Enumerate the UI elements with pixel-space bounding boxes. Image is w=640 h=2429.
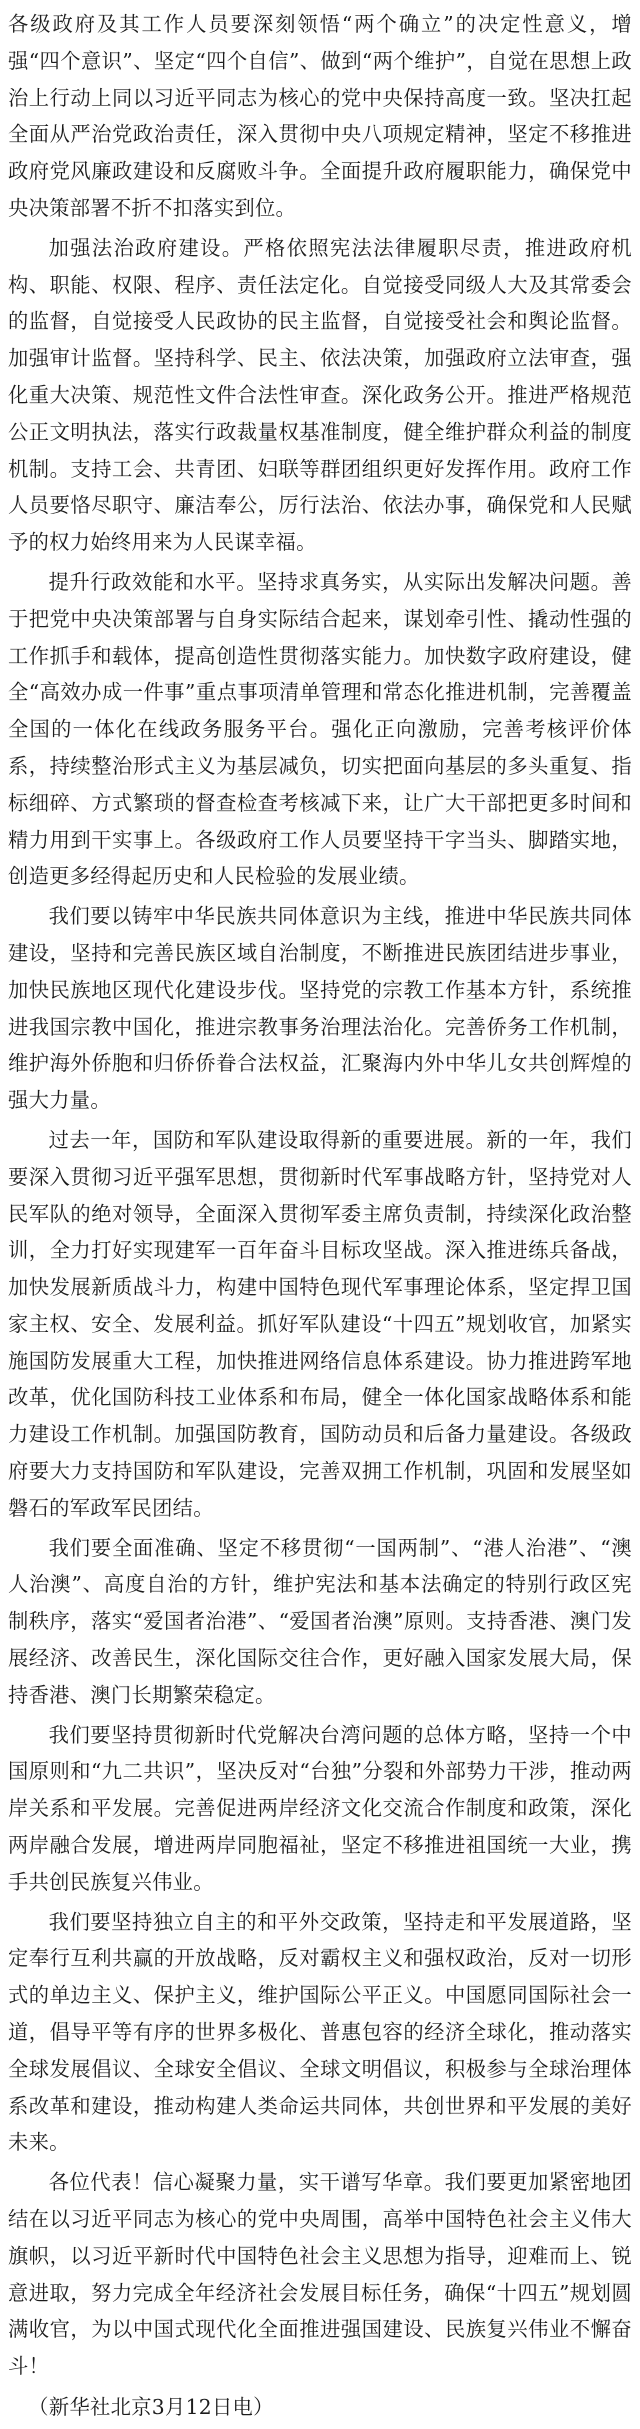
paragraph-government-discipline: 各级政府及其工作人员要深刻领悟“两个确立”的决定性意义，增强“四个意识”、坚定“四个自信”、做到“两个维护”，自觉在思想上政治上行动上同以习近平同志为核心的党中央保持高度一致。坚决扛起全面从严治党政治责任，深入贯彻中央八项规定精神，坚定不移推进政府党风廉政建设和反腐败斗争。全面提升政府履职能力，确保党中央决策部署不折不扣落实到位。 xyxy=(8,12,632,220)
paragraph-national-defense: 过去一年，国防和军队建设取得新的重要进展。新的一年，我们要深入贯彻习近平强军思想，贯彻新时代军事战略方针，坚持党对人民军队的绝对领导，全面深入贯彻军委主席负责制，持续深化政治整训，全力打好实现建军一百年奋斗目标攻坚战。深入推进练兵备战，加快发展新质战斗力，构建中国特色现代军事理论体系，坚定捍卫国家主权、安全、发展利益。抓好军队建设“十四五”规划收官，加紧实施国防发展重大工程，加快推进网络信息体系建设。协力推进跨军地改革，优化国防科技工业体系和布局，健全一体化国家战略体系和能力建设工作机制。加强国防教育，国防动员和后备力量建设。各级政府要大力支持国防和军队建设，完善双拥工作机制，巩固和发展坚如磐石的军政军民团结。 xyxy=(8,1127,632,1520)
paragraph-ethnic-religious-affairs: 我们要以铸牢中华民族共同体意识为主线，推进中华民族共同体建设，坚持和完善民族区域自治制度，不断推进民族团结进步事业，加快民族地区现代化建设步伐。坚持党的宗教工作基本方针，系统推进我国宗教中国化，推进宗教事务治理法治化。完善侨务工作机制，维护海外侨胞和归侨侨眷合法权益，汇聚海内外中华儿女共创辉煌的强大力量。 xyxy=(8,904,632,1113)
paragraph-rule-of-law-government: 加强法治政府建设。严格依照宪法法律履职尽责，推进政府机构、职能、权限、程序、责任法定化。自觉接受同级人大及其常委会的监督，自觉接受人民政协的民主监督，自觉接受社会和舆论监督。加强审计监督。坚持科学、民主、依法决策，加强政府立法审查，强化重大决策、规范性文件合法性审查。深化政务公开。推进严格规范公正文明执法，落实行政裁量权基准制度，健全维护群众利益的制度机制。支持工会、共青团、妇联等群团组织更好发挥作用。政府工作人员要恪尽职守、廉洁奉公，厉行法治、依法办事，确保党和人民赋予的权力始终用来为人民谋幸福。 xyxy=(8,235,632,555)
paragraph-administrative-efficiency: 提升行政效能和水平。坚持求真务实，从实际出发解决问题。善于把党中央决策部署与自身实际结合起来，谋划牵引性、撬动性强的工作抓手和载体，提高创造性贯彻落实能力。加快数字政府建设，健全“高效办成一件事”重点事项清单管理和常态化推进机制，完善覆盖全国的一体化在线政务服务平台。强化正向激励，完善考核评价体系，持续整治形式主义为基层减负，切实把面向基层的多头重复、指标细碎、方式繁琐的督查检查考核减下来，让广大干部把更多时间和精力用到干实事上。各级政府工作人员要坚持干字当头、脚踏实地，创造更多经得起历史和人民检验的发展业绩。 xyxy=(8,569,632,889)
paragraph-closing: 各位代表！信心凝聚力量，实干谱写华章。我们要更加紧密地团结在以习近平同志为核心的党中央周围，高举中国特色社会主义伟大旗帜，以习近平新时代中国特色社会主义思想为指导，迎难而上、锐意进取，努力完成全年经济社会发展目标任务，确保“十四五”规划圆满收官，为以中国式现代化全面推进强国建设、民族复兴伟业不懈奋斗！ xyxy=(8,2170,632,2379)
paragraph-taiwan: 我们要坚持贯彻新时代党解决台湾问题的总体方略，坚持一个中国原则和“九二共识”，坚决反对“台独”分裂和外部势力干涉，推动两岸关系和平发展。完善促进两岸经济文化交流合作制度和政策，深化两岸融合发展，增进两岸同胞福祉，坚定不移推进祖国统一大业，携手共创民族复兴伟业。 xyxy=(8,1722,632,1894)
paragraph-hong-kong-macao: 我们要全面准确、坚定不移贯彻“一国两制”、“港人治港”、“澳人治澳”、高度自治的方针，维护宪法和基本法确定的特别行政区宪制秩序，落实“爱国者治港”、“爱国者治澳”原则。支持香港、澳门发展经济、改善民生，深化国际交往合作，更好融入国家发展大局，保持香港、澳门长期繁荣稳定。 xyxy=(8,1535,632,1707)
article-body xyxy=(8,6,632,2429)
dateline: （新华社北京3月12日电） xyxy=(28,2395,274,2419)
paragraph-foreign-policy: 我们要坚持独立自主的和平外交政策，坚持走和平发展道路，坚定奉行互利共赢的开放战略，反对霸权主义和强权政治，反对一切形式的单边主义、保护主义，维护国际公平正义。中国愿同国际社会一道，倡导平等有序的世界多极化、普惠包容的经济全球化，推动落实全球发展倡议、全球安全倡议、全球文明倡议，积极参与全球治理体系改革和建设，推动构建人类命运共同体，共创世界和平发展的美好未来。 xyxy=(8,1909,632,2155)
